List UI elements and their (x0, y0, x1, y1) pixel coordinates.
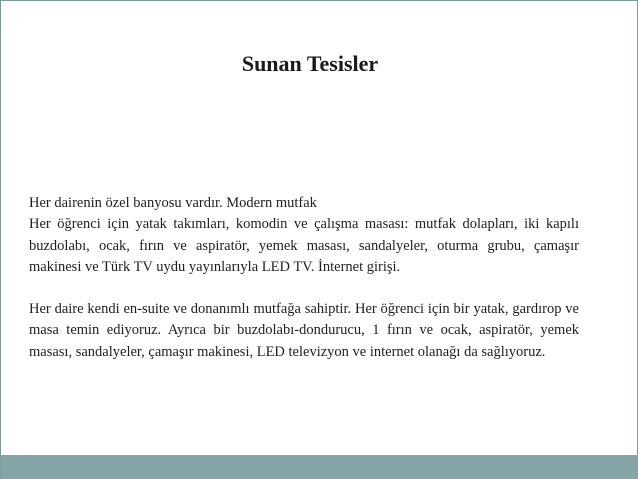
paragraph-1-line-1: Her dairenin özel banyosu vardır. Modern mutfak (29, 195, 317, 211)
footer-bar (1, 455, 638, 479)
paragraph-spacer (29, 278, 579, 299)
paragraph-1: Her öğrenci için yatak takımları, komodin ve çalışma masası: mutfak dolapları, iki kapılı buzdolabı, ocak, fırın ve aspiratör, yemek masası, sandalyeler, oturma grubu, çamaşır makinesi ve Türk TV uydu yayınlarıyla LED TV. İnternet girişi. (29, 216, 579, 275)
slide-title: Sunan Tesisler (241, 51, 379, 76)
slide-body (29, 193, 579, 363)
paragraph-2: Her daire kendi en-suite ve donanımlı mutfağa sahiptir. Her öğrenci için bir yatak, gardırop ve masa temin ediyoruz. Ayrıca bir buzdolabı-dondurucu, 1 fırın ve ocak, aspiratör, yemek masası, sandalyeler, çamaşır makinesi, LED televizyon ve internet olanağı da sağlıyoruz. (29, 301, 579, 360)
